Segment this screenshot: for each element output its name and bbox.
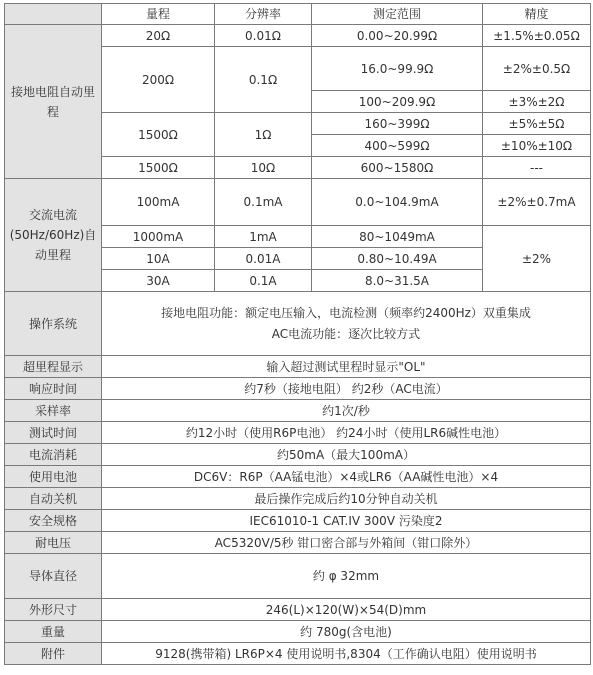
ac-current-label: 交流电流(50Hz/60Hz)自动里程 [5,179,102,292]
measure-range-cell: 8.0~31.5A [312,270,483,292]
os-label: 操作系统 [5,292,102,356]
table-row [5,599,591,621]
range-cell: 20Ω [102,25,215,47]
spec-value: 约50mA（最大100mA） [102,444,591,466]
spec-value: 最后操作完成后约10分钟自动关机 [102,488,591,510]
weight-value: 约 780g(含电池) [102,621,591,643]
accessory-label: 附件 [5,643,102,665]
table-row [5,179,591,226]
resolution-cell: 0.1Ω [215,47,312,113]
spec-label: 耐电压 [5,532,102,554]
os-line-2: AC电流功能：逐次比较方式 [271,326,421,341]
measure-range-cell: 16.0~99.9Ω [312,47,483,91]
spec-value: AC5320V/5秒 钳口密合部与外箱间（钳口除外） [102,532,591,554]
os-value [102,292,591,356]
table-row [5,532,591,554]
accuracy-cell: ±3%±2Ω [483,91,591,113]
range-cell: 30A [102,270,215,292]
table-row [5,621,591,643]
table-row [5,356,591,378]
accuracy-cell: ±1.5%±0.05Ω [483,25,591,47]
table-row [5,422,591,444]
resolution-cell: 1mA [215,226,312,248]
measure-range-cell: 600~1580Ω [312,157,483,179]
range-cell: 1000mA [102,226,215,248]
dimension-label: 外形尺寸 [5,599,102,621]
spec-value: 约12小时（使用R6P电池） 约24小时（使用LR6碱性电池） [102,422,591,444]
measure-range-cell: 0.00~20.99Ω [312,25,483,47]
measure-range-cell: 160~399Ω [312,113,483,135]
header-row [5,4,591,25]
table-row [5,444,591,466]
table-row [5,466,591,488]
accuracy-cell: ±2% [483,226,591,292]
resolution-cell: 0.01Ω [215,25,312,47]
spec-value: 约7秒（接地电阻） 约2秒（AC电流） [102,378,591,400]
spec-label: 响应时间 [5,378,102,400]
table-row [5,643,591,665]
table-row [5,510,591,532]
range-cell: 100mA [102,179,215,226]
header-measure-range: 测定范围 [312,4,483,25]
accuracy-cell: ±2%±0.5Ω [483,47,591,91]
range-cell: 10A [102,248,215,270]
os-line-1: 接地电阻功能：额定电压输入，电流检测（频率约2400Hz）双重集成 [161,305,531,320]
table-row [5,292,591,356]
spec-table [4,3,591,665]
header-corner [5,4,102,25]
spec-value: IEC61010-1 CAT.IV 300V 污染度2 [102,510,591,532]
ground-resistance-label: 接地电阻自动里程 [5,25,102,179]
table-row [5,25,591,47]
accuracy-cell: --- [483,157,591,179]
accuracy-cell: ±2%±0.7mA [483,179,591,226]
measure-range-cell: 80~1049mA [312,226,483,248]
spec-label: 测试时间 [5,422,102,444]
conductor-value: 约 φ 32mm [102,554,591,599]
header-range: 量程 [102,4,215,25]
spec-label: 电流消耗 [5,444,102,466]
accuracy-cell: ±5%±5Ω [483,113,591,135]
measure-range-cell: 0.0~104.9mA [312,179,483,226]
spec-label: 使用电池 [5,466,102,488]
resolution-cell: 0.01A [215,248,312,270]
accuracy-cell: ±10%±10Ω [483,135,591,157]
spec-label: 安全规格 [5,510,102,532]
table-row [5,400,591,422]
accessory-value: 9128(携带箱) LR6P×4 使用说明书,8304（工作确认电阻）使用说明书 [102,643,591,665]
spec-label: 超里程显示 [5,356,102,378]
measure-range-cell: 100~209.9Ω [312,91,483,113]
resolution-cell: 0.1mA [215,179,312,226]
measure-range-cell: 0.80~10.49A [312,248,483,270]
spec-value: DC6V：R6P（AA锰电池）×4或LR6（AA碱性电池）×4 [102,466,591,488]
range-cell: 1500Ω [102,113,215,157]
range-cell: 1500Ω [102,157,215,179]
table-row [5,378,591,400]
table-row [5,488,591,510]
resolution-cell: 0.1A [215,270,312,292]
resolution-cell: 10Ω [215,157,312,179]
measure-range-cell: 400~599Ω [312,135,483,157]
spec-label: 自动关机 [5,488,102,510]
weight-label: 重量 [5,621,102,643]
spec-label: 采样率 [5,400,102,422]
header-resolution: 分辨率 [215,4,312,25]
resolution-cell: 1Ω [215,113,312,157]
spec-value: 约1次/秒 [102,400,591,422]
table-row [5,554,591,599]
header-accuracy: 精度 [483,4,591,25]
dimension-value: 246(L)×120(W)×54(D)mm [102,599,591,621]
spec-value: 输入超过测试里程时显示"OL" [102,356,591,378]
range-cell: 200Ω [102,47,215,113]
conductor-label: 导体直径 [5,554,102,599]
